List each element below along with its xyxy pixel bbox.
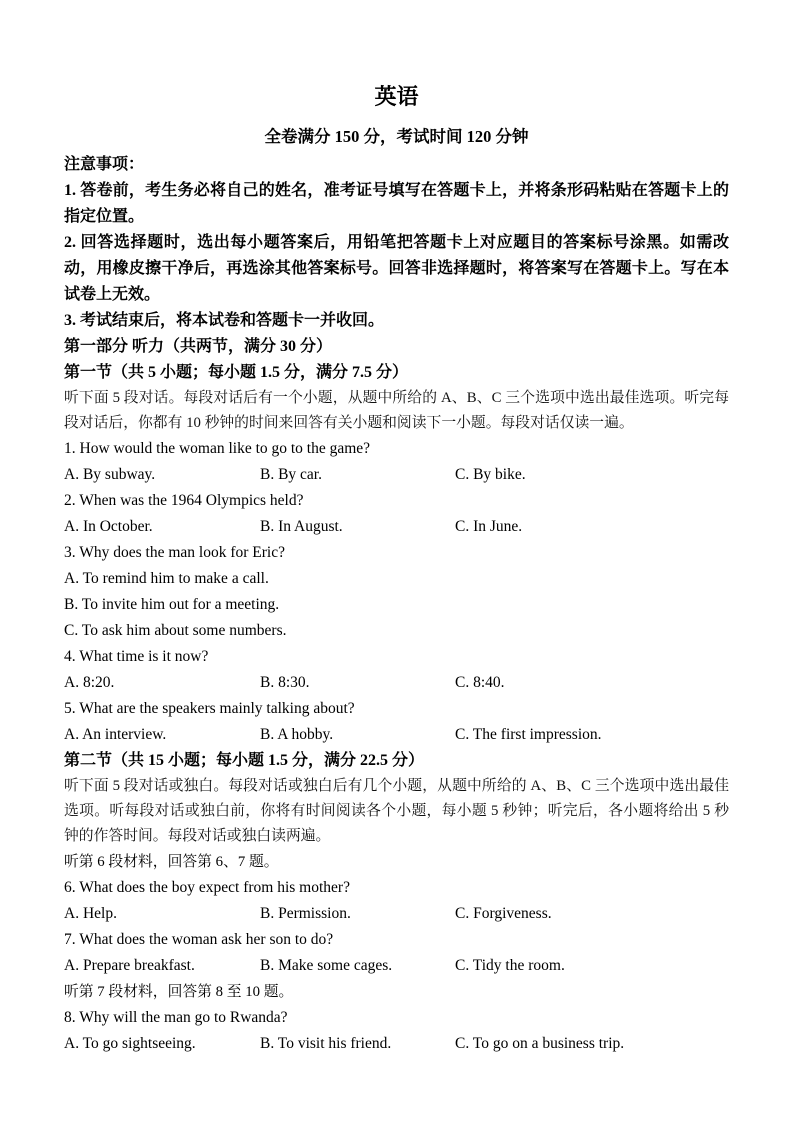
question-text: 1. How would the woman like to go to the game?	[64, 440, 371, 457]
notice-item-2: 2. 回答选择题时，选出每小题答案后，用铅笔把答题卡上对应题目的答案标号涂黑。如需改动，用橡皮擦干净后，再选涂其他答案标号。回答非选择题时，将答案写在答题卡上。写在本试卷上无效。	[64, 234, 729, 303]
question-5	[64, 696, 729, 748]
option-b: B. To visit his friend.	[260, 1035, 392, 1052]
section2-heading: 第二节（共 15 小题；每小题 1.5 分，满分 22.5 分）	[64, 752, 425, 769]
part1-heading: 第一部分 听力（共两节，满分 30 分）	[64, 338, 333, 355]
option-b: B. To invite him out for a meeting.	[64, 596, 280, 613]
option-a: A. To remind him to make a call.	[64, 570, 269, 587]
question-text: 7. What does the woman ask her son to do?	[64, 931, 334, 948]
option-b: B. Permission.	[260, 905, 351, 922]
question-options	[64, 566, 729, 644]
question-7	[64, 927, 729, 979]
question-4	[64, 644, 729, 696]
option-b: B. 8:30.	[260, 674, 310, 691]
section1-heading: 第一节（共 5 小题；每小题 1.5 分，满分 7.5 分）	[64, 364, 409, 381]
option-c: C. 8:40.	[455, 674, 505, 691]
question-8	[64, 1005, 729, 1057]
option-a: A. Help.	[64, 905, 117, 922]
option-a: A. By subway.	[64, 466, 156, 483]
option-c: C. To ask him about some numbers.	[64, 622, 287, 639]
option-c: C. To go on a business trip.	[455, 1035, 625, 1052]
notice-item-3: 3. 考试结束后，将本试卷和答题卡一并收回。	[64, 312, 385, 329]
option-c: C. In June.	[455, 518, 523, 535]
option-c: C. By bike.	[455, 466, 526, 483]
question-options	[64, 462, 729, 488]
question-options	[64, 722, 729, 748]
question-text: 3. Why does the man look for Eric?	[64, 544, 285, 561]
question-2	[64, 488, 729, 540]
option-a: A. An interview.	[64, 726, 167, 743]
option-b: B. In August.	[260, 518, 343, 535]
question-1	[64, 436, 729, 488]
question-options	[64, 514, 729, 540]
question-6	[64, 875, 729, 927]
question-options	[64, 670, 729, 696]
page-subtitle: 全卷满分 150 分，考试时间 120 分钟	[264, 127, 529, 146]
question-options	[64, 1031, 729, 1057]
question-text: 6. What does the boy expect from his mother?	[64, 879, 350, 896]
page-title: 英语	[374, 84, 419, 109]
option-a: A. Prepare breakfast.	[64, 957, 195, 974]
option-b: B. By car.	[260, 466, 322, 483]
option-a: A. To go sightseeing.	[64, 1035, 196, 1052]
question-options	[64, 901, 729, 927]
question-text: 2. When was the 1964 Olympics held?	[64, 492, 304, 509]
notice-item-1: 1. 答卷前，考生务必将自己的姓名，准考证号填写在答题卡上，并将条形码粘贴在答题卡上的指定位置。	[64, 182, 729, 225]
notices-heading: 注意事项：	[64, 156, 145, 173]
option-b: B. Make some cages.	[260, 957, 393, 974]
option-c: C. Forgiveness.	[455, 905, 552, 922]
question-options	[64, 953, 729, 979]
question-text: 4. What time is it now?	[64, 648, 209, 665]
material-note-6: 听第 6 段材料，回答第 6、7 题。	[64, 854, 279, 870]
option-c: C. Tidy the room.	[455, 957, 565, 974]
section1-instructions: 听下面 5 段对话。每段对话后有一个小题，从题中所给的 A、B、C 三个选项中选出最佳选项。听完每段对话后，你都有 10 秒钟的时间来回答有关小题和阅读下一小题。每段对话仅读一遍。	[64, 390, 729, 431]
option-b: B. A hobby.	[260, 726, 334, 743]
material-note-7: 听第 7 段材料，回答第 8 至 10 题。	[64, 984, 294, 1000]
question-text: 5. What are the speakers mainly talking about?	[64, 700, 355, 717]
question-3	[64, 540, 729, 644]
option-c: C. The first impression.	[455, 726, 602, 743]
option-a: A. In October.	[64, 518, 153, 535]
section2-instructions: 听下面 5 段对话或独白。每段对话或独白后有几个小题，从题中所给的 A、B、C 三个选项中选出最佳选项。听每段对话或独白前，你将有时间阅读各个小题，每小题 5 秒钟；听完后，各小题将给出 5 秒钟的作答时间。每段对话或独白读两遍。	[64, 778, 729, 844]
question-text: 8. Why will the man go to Rwanda?	[64, 1009, 288, 1026]
option-a: A. 8:20.	[64, 674, 115, 691]
